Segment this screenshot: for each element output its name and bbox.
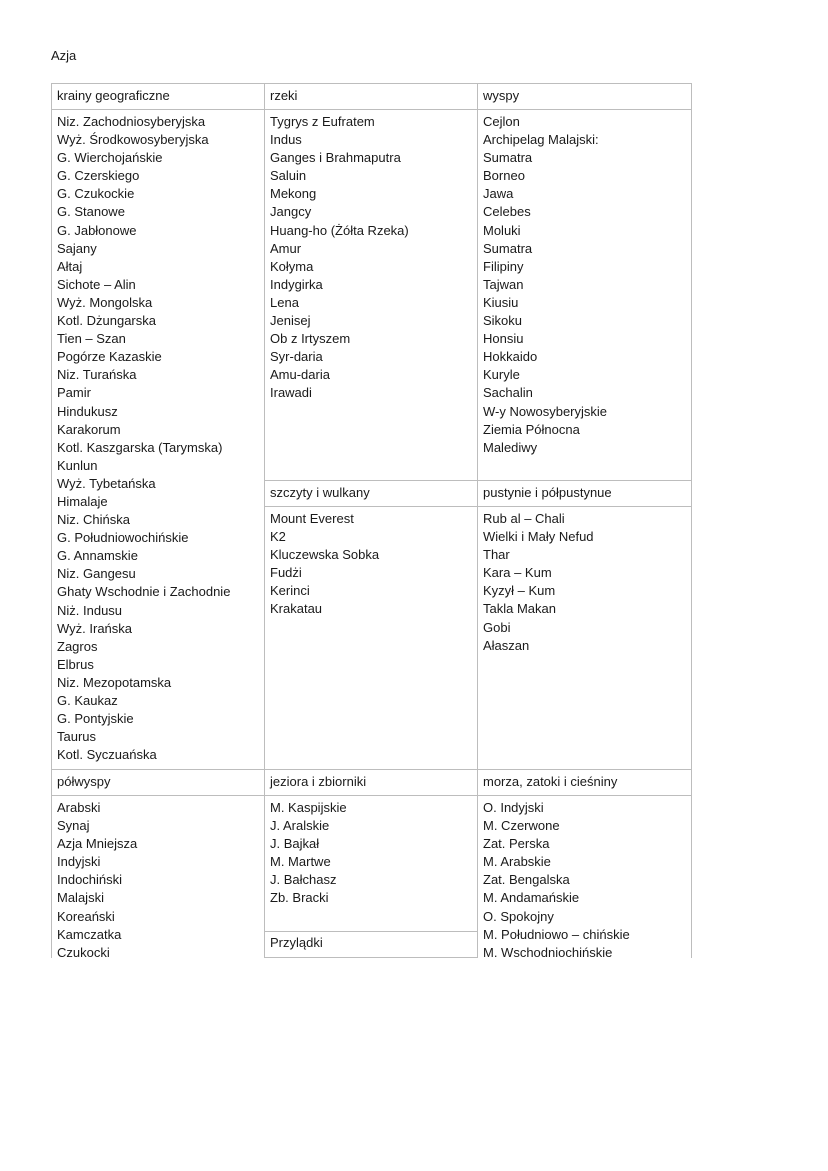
list-wyspy: [483, 113, 607, 457]
list-item: Archipelag Malajski:: [483, 132, 599, 148]
list-item: Jenisej: [270, 313, 311, 329]
list-item: Wyż. Środkowosyberyjska: [57, 132, 209, 148]
list-item: Ob z Irtyszem: [270, 331, 351, 347]
header-krainy: krainy geograficzne: [57, 88, 170, 103]
list-item: M. Kaspijskie: [270, 800, 347, 815]
list-item: Czukocki: [57, 944, 110, 960]
list-item: Malediwy: [483, 439, 538, 455]
list-krainy: [57, 113, 230, 764]
list-item: Sajany: [57, 240, 97, 256]
list-item: Borneo: [483, 168, 525, 184]
list-item: Kamczatka: [57, 926, 122, 942]
list-item: Azja Mniejsza: [57, 836, 138, 852]
list-item: K2: [270, 529, 286, 545]
header-szczyty: szczyty i wulkany: [270, 485, 370, 500]
list-item: Honsiu: [483, 331, 524, 347]
header-przyladki: Przylądki: [270, 935, 323, 950]
list-item: Indochiński: [57, 872, 123, 888]
list-item: G. Stanowe: [57, 204, 125, 220]
list-item: Kluczewska Sobka: [270, 547, 380, 563]
list-item: Kuryle: [483, 367, 520, 383]
list-item: Lena: [270, 294, 299, 310]
list-item: G. Pontyjskie: [57, 711, 134, 727]
list-item: Ganges i Brahmaputra: [270, 150, 401, 166]
list-item: G. Jabłonowe: [57, 222, 137, 238]
list-item: Tajwan: [483, 276, 524, 292]
list-item: O. Indyjski: [483, 800, 544, 815]
list-item: Niz. Chińska: [57, 512, 130, 528]
list-item: Taurus: [57, 729, 97, 745]
list-item: Ghaty Wschodnie i Zachodnie: [57, 584, 231, 600]
list-item: G. Kaukaz: [57, 693, 118, 708]
list-item: Saluin: [270, 168, 307, 184]
list-item: Indus: [270, 132, 302, 148]
list-item: J. Bajkał: [270, 836, 320, 852]
list-item: Syr-daria: [270, 349, 323, 365]
list-item: Zat. Perska: [483, 836, 550, 852]
list-item: O. Spokojny: [483, 908, 554, 924]
list-item: Wyż. Tybetańska: [57, 475, 156, 491]
list-item: Sumatra: [483, 150, 533, 166]
list-item: Amu-daria: [270, 367, 330, 383]
list-item: M. Martwe: [270, 854, 331, 870]
list-item: Zb. Bracki: [270, 890, 329, 906]
list-item: Thar: [483, 547, 510, 563]
list-item: G. Wierchojańskie: [57, 150, 163, 166]
list-item: Niz. Turańska: [57, 367, 137, 383]
list-item: Zat. Bengalska: [483, 872, 570, 888]
list-item: Mekong: [270, 186, 317, 202]
list-item: Filipiny: [483, 258, 524, 274]
list-item: Moluki: [483, 222, 521, 238]
list-item: G. Czerskiego: [57, 168, 140, 184]
list-item: Fudżi: [270, 565, 302, 581]
list-item: J. Bałchasz: [270, 872, 337, 888]
list-item: Kotl. Syczuańska: [57, 747, 157, 763]
header-wyspy: wyspy: [483, 88, 520, 103]
list-item: Ałaszan: [483, 637, 530, 653]
header-jeziora: jeziora i zbiorniki: [270, 774, 367, 789]
list-item: W-y Nowosyberyjskie: [483, 403, 608, 419]
list-item: Indygirka: [270, 276, 323, 292]
list-item: Kunlun: [57, 457, 98, 473]
list-item: Gobi: [483, 619, 511, 635]
list-item: Zagros: [57, 638, 98, 654]
header-morza: morza, zatoki i cieśniny: [483, 774, 618, 789]
list-item: Himalaje: [57, 493, 108, 509]
list-item: Pogórze Kazaskie: [57, 349, 162, 365]
list-item: G. Annamskie: [57, 548, 138, 564]
list-item: Kiusiu: [483, 294, 519, 310]
list-item: Hindukusz: [57, 403, 118, 419]
list-item: Kotl. Kaszgarska (Tarymska): [57, 439, 223, 455]
list-item: Sikoku: [483, 313, 523, 329]
list-item: G. Południowochińskie: [57, 530, 189, 546]
list-item: Takla Makan: [483, 601, 556, 617]
list-item: Sumatra: [483, 240, 533, 256]
list-item: Kołyma: [270, 258, 314, 274]
list-item: Ałtaj: [57, 258, 83, 274]
list-item: Ziemia Północna: [483, 421, 580, 437]
list-item: Pamir: [57, 385, 91, 401]
list-item: M. Wschodniochińskie: [483, 944, 613, 960]
header-polwyspy: półwyspy: [57, 774, 111, 789]
list-item: M. Andamańskie: [483, 890, 580, 906]
list-item: Mount Everest: [270, 511, 354, 526]
list-item: G. Czukockie: [57, 186, 135, 202]
list-item: Niz. Gangesu: [57, 566, 136, 582]
list-morza: [483, 799, 630, 962]
list-item: Jangcy: [270, 204, 312, 220]
list-item: Huang-ho (Żółta Rzeka): [270, 222, 409, 238]
list-item: M. Arabskie: [483, 854, 551, 870]
list-item: Tien – Szan: [57, 331, 126, 347]
list-item: Kotl. Dżungarska: [57, 313, 156, 329]
list-item: Cejlon: [483, 114, 520, 129]
list-item: M. Południowo – chińskie: [483, 926, 630, 942]
asia-geography-table: [51, 83, 692, 958]
list-item: Niż. Indusu: [57, 602, 123, 618]
list-item: Jawa: [483, 186, 514, 202]
list-polwyspy: [57, 799, 137, 962]
list-item: Niz. Mezopotamska: [57, 674, 172, 690]
list-item: Wyż. Irańska: [57, 620, 133, 636]
list-item: Arabski: [57, 800, 101, 815]
list-item: Wyż. Mongolska: [57, 294, 153, 310]
list-item: Kerinci: [270, 583, 310, 599]
list-item: Elbrus: [57, 656, 94, 672]
list-item: Wielki i Mały Nefud: [483, 529, 594, 545]
list-item: Malajski: [57, 890, 104, 906]
list-item: Tygrys z Eufratem: [270, 114, 375, 129]
list-item: Sichote – Alin: [57, 276, 136, 292]
list-item: Kara – Kum: [483, 565, 552, 581]
header-rzeki: rzeki: [270, 88, 298, 103]
list-item: Koreański: [57, 908, 115, 924]
list-item: Indyjski: [57, 854, 101, 870]
list-item: Niz. Zachodniosyberyjska: [57, 114, 206, 129]
list-pustynie: [483, 510, 594, 655]
header-pustynie: pustynie i półpustynue: [483, 485, 612, 500]
list-item: Synaj: [57, 818, 90, 834]
list-item: M. Czerwone: [483, 818, 560, 834]
list-item: Sachalin: [483, 385, 533, 401]
list-item: Celebes: [483, 204, 531, 220]
list-item: Irawadi: [270, 385, 312, 401]
list-item: Krakatau: [270, 601, 323, 617]
page-title: Azja: [51, 48, 77, 63]
list-item: J. Aralskie: [270, 818, 330, 834]
list-item: Karakorum: [57, 421, 121, 437]
list-item: Kyzył – Kum: [483, 583, 556, 599]
list-rzeki: [270, 113, 409, 403]
list-jeziora: [270, 799, 347, 908]
list-item: Amur: [270, 240, 302, 256]
list-item: Rub al – Chali: [483, 511, 565, 526]
list-szczyty: [270, 510, 379, 619]
list-item: Hokkaido: [483, 349, 538, 365]
